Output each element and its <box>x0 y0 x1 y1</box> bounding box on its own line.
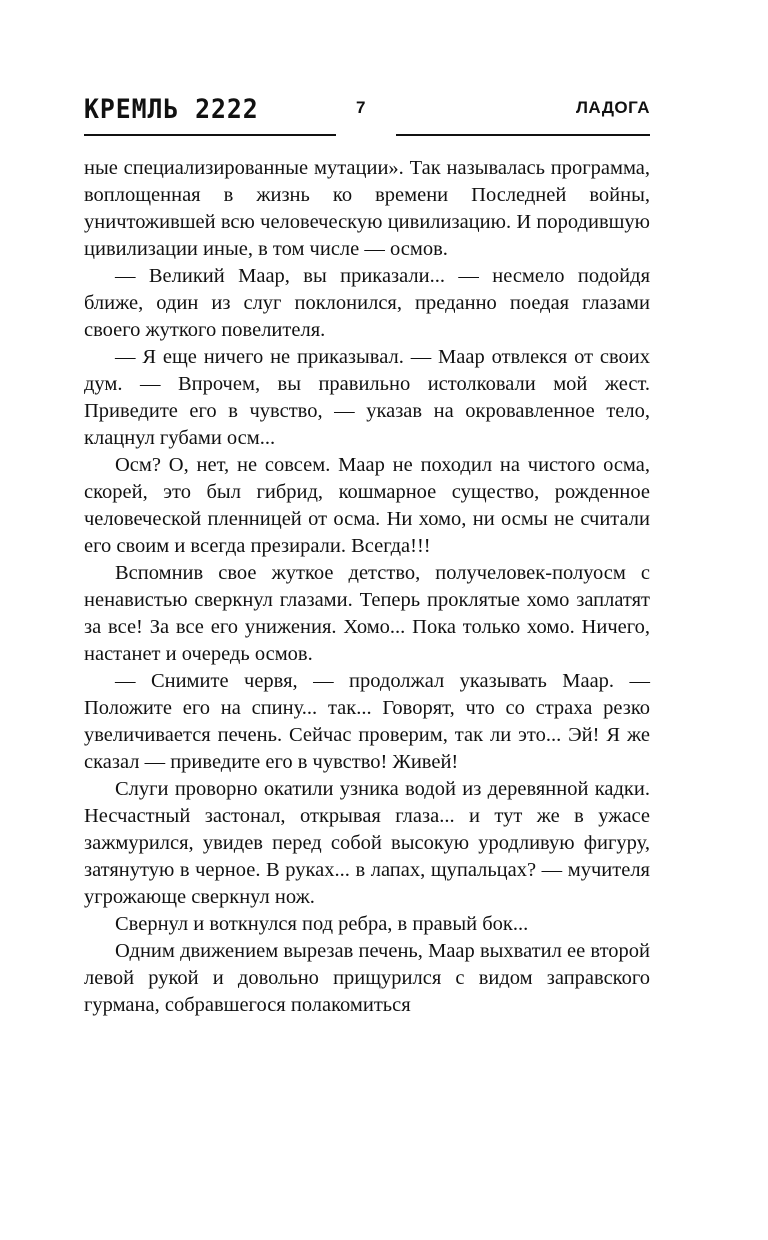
paragraph: Свернул и воткнулся под ребра, в правый бок... <box>115 913 529 935</box>
header-rule-right <box>396 134 650 136</box>
paragraph: Вспомнив свое жуткое детство, получеловек-полуосм с ненавистью сверкнул глазами. Теперь проклятые хомо заплатят за все! За все его унижения. Хомо... Пока только хомо. Ничего, настанет и очередь осмов. <box>84 562 650 665</box>
series-title: КРЕМЛЬ 2222 <box>84 94 259 125</box>
paragraph: — Я еще ничего не приказывал. — Маар отвлекся от своих дум. — Впрочем, вы правильно истолковали мой жест. Приведите его в чувство, — указав на окровавленное тело, клацнул губами осм... <box>84 346 650 449</box>
header-rule-left <box>84 134 336 136</box>
paragraph: Осм? О, нет, не совсем. Маар не походил на чистого осма, скорей, это был гибрид, кошмарное существо, рожденное человеческой пленницей от осма. Ни хомо, ни осмы не считали его своим и всегда презирали. Всегда!!! <box>84 454 650 557</box>
page-number: 7 <box>356 98 366 117</box>
paragraph: — Снимите червя, — продолжал указывать Маар. — Положите его на спину... так... Говорят, что со страха резко увеличивается печень. Сейчас проверим, так ли это... Эй! Я же сказал — приведите его в чувство! Живей! <box>84 670 650 773</box>
paragraph: ные специализированные мутации». Так называлась программа, воплощенная в жизнь ко времени Последней войны, уничтожившей всю человеческую цивилизацию. И породившую цивилизации иные, в том числе — осмов. <box>84 157 650 260</box>
paragraph: — Великий Маар, вы приказали... — несмело подойдя ближе, один из слуг поклонился, преданно поедая глазами своего жуткого повелителя. <box>84 265 650 341</box>
book-title: ЛАДОГА <box>575 98 650 117</box>
paragraph: Слуги проворно окатили узника водой из деревянной кадки. Несчастный застонал, открывая глаза... и тут же в ужасе зажмурился, увидев перед собой высокую уродливую фигуру, затянутую в черное. В руках... в лапах, щупальцах? — мучителя угрожающе сверкнул нож. <box>84 778 650 908</box>
body-text <box>84 155 650 1019</box>
running-header <box>84 92 650 142</box>
paragraph: Одним движением вырезав печень, Маар выхватил ее второй левой рукой и довольно прищурился с видом заправского гурмана, собравшегося полакомиться <box>84 940 650 1016</box>
